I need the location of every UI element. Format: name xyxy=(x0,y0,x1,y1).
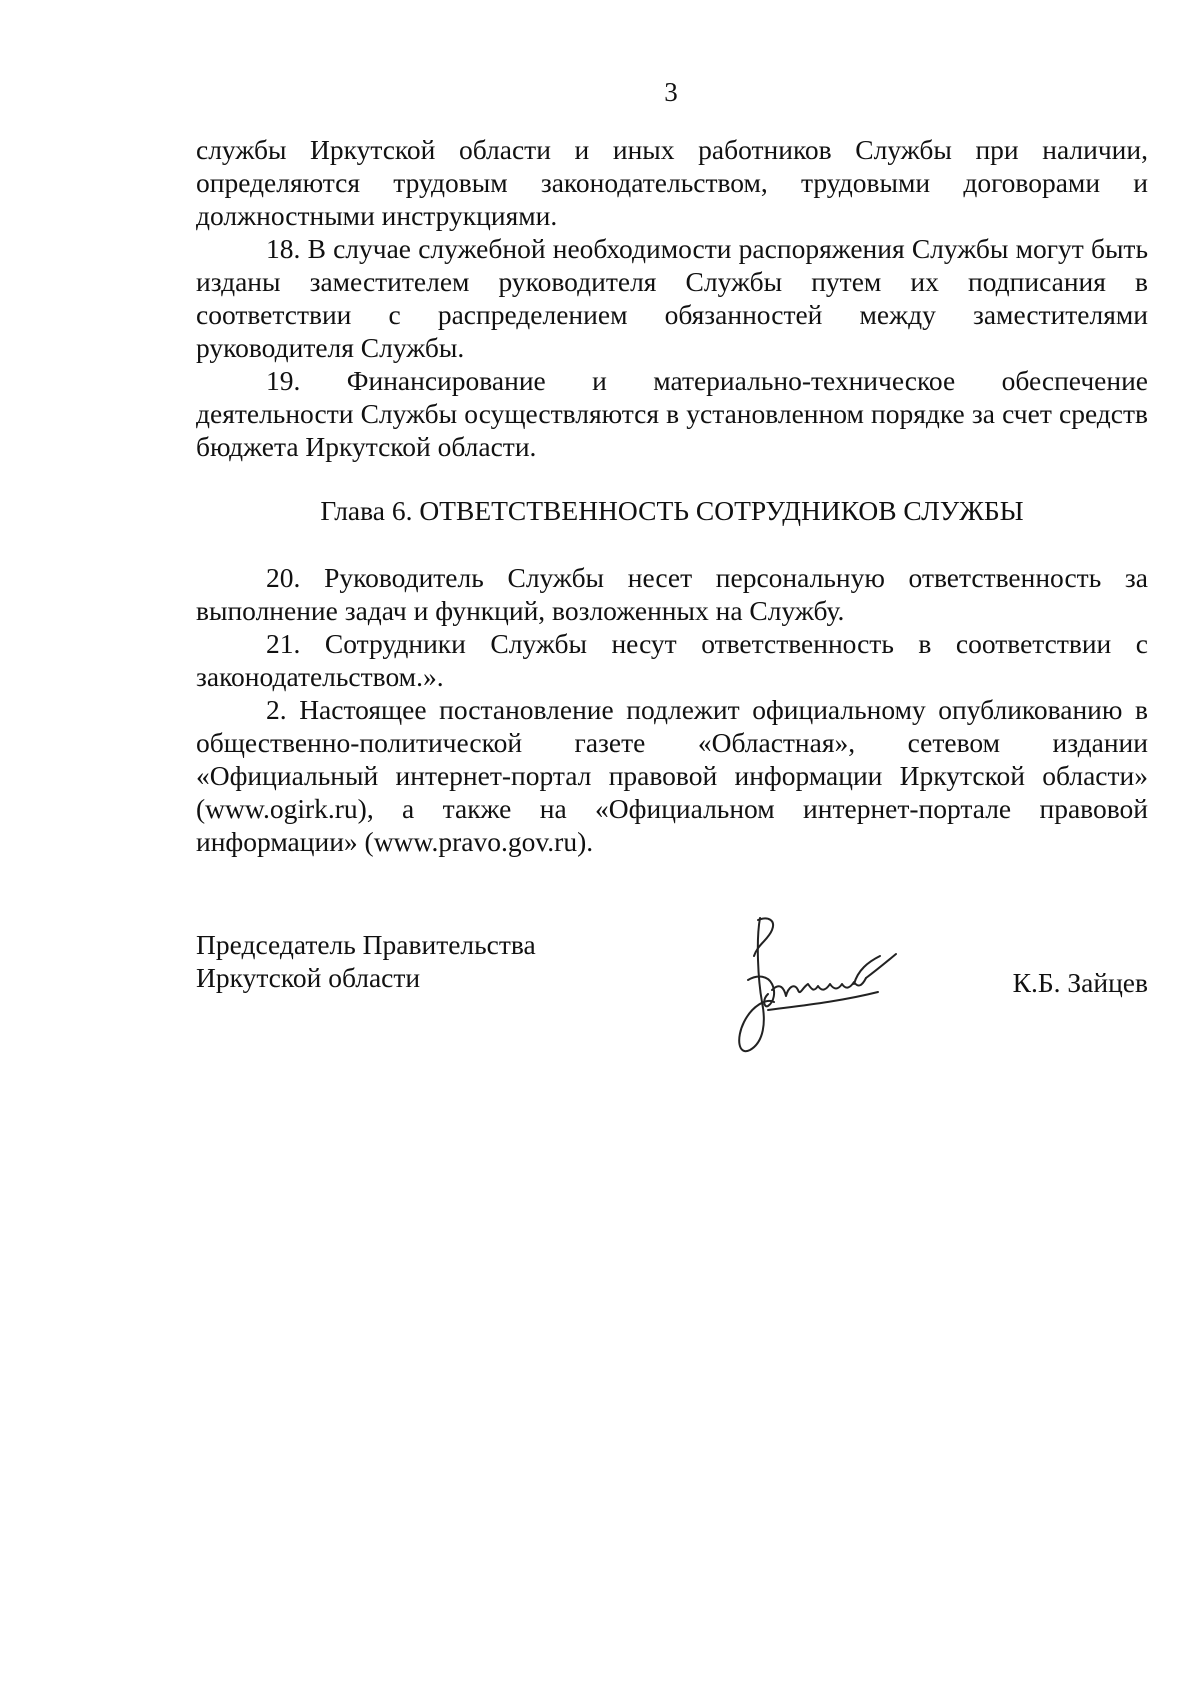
signatory-title-line-1: Председатель Правительства xyxy=(196,929,536,960)
page-number: 3 xyxy=(664,77,678,107)
paragraph-publication: 2. Настоящее постановление подлежит официальному опубликованию в общественно-политической газете «Областная», сетевом издании «Официальный интернет-портал правовой информации Иркутской области» (www.ogirk.ru), а также на «Официальном интернет-портале правовой информации» (www.pravo.gov.ru). xyxy=(196,694,1148,857)
paragraph-19: 19. Финансирование и материально-техническое обеспечение деятельности Службы осуществляются в установленном порядке за счет средств бюджета Иркутской области. xyxy=(196,365,1148,462)
paragraph-18: 18. В случае служебной необходимости распоряжения Службы могут быть изданы заместителем руководителя Службы путем их подписания в соответствии с распределением обязанностей между заместителями руководителя Службы. xyxy=(196,233,1148,363)
signatory-title-line-2: Иркутской области xyxy=(196,962,421,993)
signatory-name: К.Б. Зайцев xyxy=(1012,967,1148,998)
chapter-heading: Глава 6. ОТВЕТСТВЕННОСТЬ СОТРУДНИКОВ СЛУЖБЫ xyxy=(320,495,1024,526)
paragraph-20: 20. Руководитель Службы несет персональную ответственность за выполнение задач и функций, возложенных на Службу. xyxy=(196,562,1148,626)
paragraph-21: 21. Сотрудники Службы несут ответственность в соответствии с законодательством.». xyxy=(196,628,1148,692)
handwritten-signature xyxy=(728,910,948,1060)
document-body xyxy=(196,133,1148,858)
signature-block xyxy=(196,928,1148,1078)
paragraph-continuation: службы Иркутской области и иных работников Службы при наличии, определяются трудовым законодательством, трудовыми договорами и должностными инструкциями. xyxy=(196,134,1148,231)
